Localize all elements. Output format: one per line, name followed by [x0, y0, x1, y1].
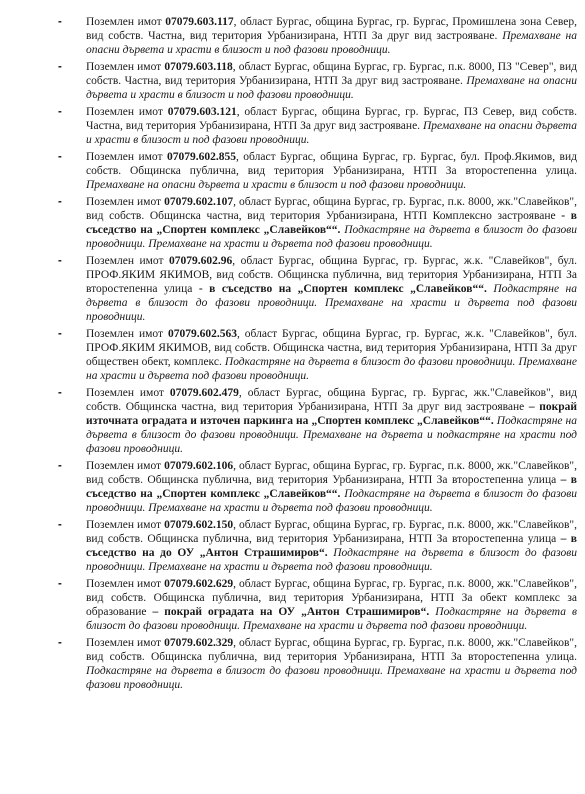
- list-item: [58, 637, 577, 693]
- item-prefix: Поземлен имот: [86, 255, 170, 268]
- action-note: Подкастряне на дървета в близост до фазови проводници. Премахване на храсти и дървета под фазови проводници.: [86, 356, 577, 383]
- action-note: Премахване на опасни дървета и храсти в близост и под фазови проводници.: [86, 120, 577, 147]
- bullet-dash: -: [58, 151, 62, 164]
- list-item: [58, 16, 577, 58]
- property-description: , област Бургас, община Бургас, гр. Бургас, Промишлена зона Север, вид собств. Частна, вид територия Урбанизирана, НТП За друг вид застрояване.: [86, 16, 577, 42]
- property-description: , област Бургас, община Бургас, гр. Бургас, п.к. 8000, ПЗ "Север", вид собств. Частна, вид територия Урбанизирана, НТП За друг вид застрояване.: [86, 61, 577, 88]
- bullet-dash: -: [58, 61, 62, 74]
- bullet-dash: -: [58, 387, 62, 400]
- list-item: [58, 460, 577, 516]
- list-item: [58, 196, 577, 252]
- property-description: , област Бургас, община Бургас, гр. Бургас, ПЗ Север, вид собств. Частна, вид територия Урбанизирана, НТП За друг вид застрояване.: [86, 106, 577, 133]
- list-item: [58, 255, 577, 325]
- bullet-dash: -: [58, 255, 62, 268]
- bullet-dash: -: [58, 16, 62, 28]
- property-description: , област Бургас, община Бургас, гр. Бургас, ж.к. "Славейков", бул. ПРОФ.ЯКИМ ЯКИМОВ, вид собств. Общинска публична, вид територия Урбанизирана, НТП За второстепенна улица: [86, 255, 577, 296]
- bullet-dash: -: [58, 460, 62, 473]
- action-note: Подкастряне на дървета в близост до фазови проводници. Премахване на храсти и дървета под фазови проводници.: [86, 283, 577, 324]
- property-list: [58, 16, 577, 693]
- location-note: - в съседство на „Спортен комплекс „Славейков““.: [86, 210, 577, 237]
- property-id: 07079.603.121: [167, 106, 237, 119]
- bullet-dash: -: [58, 328, 62, 341]
- property-id: 07079.602.107: [164, 196, 234, 209]
- property-id: 07079.602.563: [167, 328, 237, 341]
- bullet-dash: -: [58, 637, 62, 650]
- list-item: [58, 387, 577, 457]
- list-item: [58, 151, 577, 193]
- property-id: 07079.602.855: [166, 151, 236, 164]
- action-note: Подкастряне на дървета в близост до фазови проводници. Премахване на храсти и дървета под фазови проводници.: [86, 547, 577, 574]
- item-prefix: Поземлен имот: [86, 328, 168, 341]
- action-note: Подкастряне на дървета в близост до фазови проводници. Премахване на храсти и дървета под фазови проводници.: [86, 224, 577, 251]
- item-prefix: Поземлен имот: [86, 578, 165, 591]
- property-id: 07079.602.106: [164, 460, 234, 473]
- action-note: Премахване на опасни дървета и храсти в близост и под фазови проводници.: [86, 75, 577, 101]
- item-prefix: Поземлен имот: [86, 460, 165, 473]
- item-prefix: Поземлен имот: [86, 387, 170, 400]
- action-note: Подкастряне на дървета в близост до фазови проводници. Премахване на храсти и дървета под фазови проводници.: [86, 488, 577, 515]
- action-note: Премахване на опасни дървета и храсти в близост и под фазови проводници.: [86, 179, 467, 192]
- location-note: – покрай източната оградата и източен паркинга на „Спортен комплекс „Славейков““.: [86, 401, 577, 428]
- bullet-dash: -: [58, 519, 62, 532]
- bullet-dash: -: [58, 196, 62, 209]
- list-item: [58, 61, 577, 103]
- property-description: , област Бургас, община Бургас, гр. Бургас, ж.к. "Славейков", бул. ПРОФ.ЯКИМ ЯКИМОВ, вид собств. Общинска частна, вид територия Урбанизирана, НТП За друг обществен обект, комплекс.: [86, 328, 577, 369]
- action-note: Подкастряне на дървета в близост до фазови проводници. Премахване на храсти и дървета под фазови проводници.: [86, 606, 578, 633]
- property-id: 07079.602.150: [164, 519, 234, 532]
- item-prefix: Поземлен имот: [86, 637, 165, 650]
- property-id: 07079.602.96: [169, 255, 233, 268]
- location-note: - в съседство на „Спортен комплекс „Славейков““.: [198, 283, 487, 296]
- list-item: [58, 519, 577, 575]
- item-prefix: Поземлен имот: [86, 151, 167, 164]
- property-id: 07079.603.118: [164, 61, 233, 74]
- location-note: – в съседство на „Спортен комплекс „Славейков““.: [86, 474, 577, 501]
- property-id: 07079.602.329: [164, 637, 234, 650]
- property-description: , област Бургас, община Бургас, гр. Бургас, бул. Проф.Якимов, вид собств. Общинска публична, вид територия Урбанизирана, НТП За второстепенна улица.: [86, 151, 577, 178]
- property-description: , област Бургас, община Бургас, гр. Бургас, п.к. 8000, жк."Славейков", вид собств. Общинска публична, вид територия Урбанизирана, НТП За второстепенна улица: [86, 519, 577, 546]
- location-note: – в съседство на до ОУ „Антон Страшимиров“.: [86, 533, 577, 560]
- list-item: [58, 328, 577, 384]
- property-description: , област Бургас, община Бургас, гр. Бургас, п.к. 8000, жк."Славейков", вид собств. Общинска частна, вид територия Урбанизирана, НТП Комплексно застрояване: [86, 196, 577, 223]
- property-id: 07079.603.117: [165, 16, 234, 28]
- list-item: [58, 106, 577, 148]
- property-description: , област Бургас, община Бургас, гр. Бургас, п.к. 8000, жк."Славейков", вид собств. Общинска публична, вид територия Урбанизирана, НТП За обект комплекс за образование: [86, 578, 577, 619]
- location-note: – покрай оградата на ОУ „Антон Страшимиров“.: [152, 606, 430, 619]
- item-prefix: Поземлен имот: [86, 519, 165, 532]
- item-prefix: Поземлен имот: [86, 61, 165, 74]
- item-prefix: Поземлен имот: [86, 16, 166, 28]
- item-prefix: Поземлен имот: [86, 106, 168, 119]
- list-item: [58, 578, 577, 634]
- bullet-dash: -: [58, 578, 62, 591]
- action-note: Подкастряне на дървета в близост до фазови проводници. Премахване на храсти и дървета под фазови проводници.: [86, 665, 577, 692]
- action-note: Подкастряне на дървета в близост до фазови проводници. Премахване на дървета и подкастряне на храсти под фазови проводници.: [86, 415, 577, 456]
- bullet-dash: -: [58, 106, 62, 119]
- property-description: , област Бургас, община Бургас, гр. Бургас, жк."Славейков", вид собств. Общинска частна, вид територия Урбанизирана, НТП За друг вид застрояване: [86, 387, 577, 414]
- property-id: 07079.602.479: [169, 387, 239, 400]
- property-description: , област Бургас, община Бургас, гр. Бургас, п.к. 8000, жк."Славейков", вид собств. Общинска публична, вид територия Урбанизирана, НТП За второстепенна улица.: [86, 637, 577, 664]
- property-id: 07079.602.629: [164, 578, 234, 591]
- action-note: Премахване на опасни дървета и храсти в близост и под фазови проводници.: [86, 29, 577, 56]
- property-description: , област Бургас, община Бургас, гр. Бургас, п.к. 8000, жк."Славейков", вид собств. Общинска публична, вид територия Урбанизирана, НТП За второстепенна улица: [86, 460, 577, 487]
- item-prefix: Поземлен имот: [86, 196, 165, 209]
